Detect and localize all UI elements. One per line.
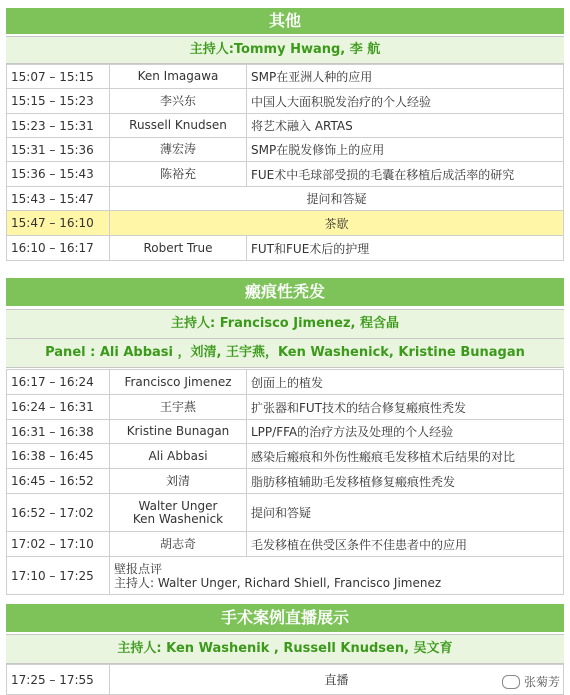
speaker-cell: 王宇燕: [110, 395, 247, 420]
time-cell: 15:47 – 16:10: [7, 211, 110, 236]
section-title-other: 其他: [6, 8, 564, 34]
poster-review-title: 壁报点评: [114, 561, 163, 576]
poster-review-cell: [110, 557, 564, 595]
speaker-cell: 胡志奇: [110, 532, 247, 557]
qa-cell: 提问和答疑: [110, 187, 564, 211]
table-row: [7, 162, 564, 187]
topic-cell: LPP/FFA的治疗方法及处理的个人经验: [247, 420, 564, 444]
time-cell: 16:52 – 17:02: [7, 494, 110, 532]
topic-cell: FUT和FUE术后的护理: [247, 236, 564, 261]
tea-break-cell: 茶歇: [110, 211, 564, 236]
speaker-cell: Ali Abbasi: [110, 444, 247, 469]
speaker-name: Ken Washenick: [132, 511, 224, 526]
time-cell: 15:23 – 15:31: [7, 114, 110, 138]
section-panel-scar-alopecia: Panel : Ali Abbasi ，刘清, 王宇燕，Ken Washenick, Kristine Bunagan: [6, 339, 564, 368]
table-row: [7, 494, 564, 532]
topic-cell: 感染后瘢痕和外伤性瘢痕毛发移植术后结果的对比: [247, 444, 564, 469]
table-row: [7, 665, 564, 695]
wechat-icon: [502, 675, 520, 689]
section-host-live-surgery: 主持人: Ken Washenik , Russell Knudsen, 吴文育: [6, 634, 564, 664]
speaker-cell: 陈裕充: [110, 162, 247, 187]
watermark-text: 张菊芳: [523, 675, 560, 689]
table-row: [7, 420, 564, 444]
topic-cell: SMP在脱发修饰上的应用: [247, 138, 564, 162]
time-cell: 16:31 – 16:38: [7, 420, 110, 444]
time-cell: 15:31 – 15:36: [7, 138, 110, 162]
topic-cell: 中国人大面积脱发治疗的个人经验: [247, 89, 564, 114]
topic-cell: 毛发移植在供受区条件不佳患者中的应用: [247, 532, 564, 557]
speaker-cell: 刘清: [110, 469, 247, 494]
speaker-cell: Ken Imagawa: [110, 65, 247, 89]
speaker-cell: 薄宏涛: [110, 138, 247, 162]
topic-cell: 创面上的植发: [247, 370, 564, 395]
time-cell: 17:10 – 17:25: [7, 557, 110, 595]
speaker-cell: Russell Knudsen: [110, 114, 247, 138]
speaker-cell: Kristine Bunagan: [110, 420, 247, 444]
table-row: [7, 395, 564, 420]
table-row: [7, 89, 564, 114]
topic-cell: FUE术中毛球部受损的毛囊在移植后成活率的研究: [247, 162, 564, 187]
schedule-table-live-surgery: [6, 664, 564, 695]
table-row: [7, 370, 564, 395]
time-cell: 16:38 – 16:45: [7, 444, 110, 469]
section-title-live-surgery: 手术案例直播展示: [6, 604, 564, 632]
live-cell: 直播: [110, 665, 564, 695]
table-row: [7, 187, 564, 211]
topic-cell: 提问和答疑: [247, 494, 564, 532]
table-row: [7, 469, 564, 494]
time-cell: 15:07 – 15:15: [7, 65, 110, 89]
time-cell: 17:25 – 17:55: [7, 665, 110, 695]
speaker-cell: 李兴东: [110, 89, 247, 114]
table-row: [7, 532, 564, 557]
section-host-scar-alopecia: 主持人: Francisco Jimenez, 程含晶: [6, 309, 564, 339]
watermark: [502, 673, 560, 690]
section-title-scar-alopecia: 瘢痕性秃发: [6, 278, 564, 306]
schedule-table-other: [6, 64, 564, 261]
time-cell: 15:43 – 15:47: [7, 187, 110, 211]
table-row: [7, 138, 564, 162]
time-cell: 15:36 – 15:43: [7, 162, 110, 187]
topic-cell: 脂肪移植辅助毛发移植修复瘢痕性秃发: [247, 469, 564, 494]
speaker-cell: Francisco Jimenez: [110, 370, 247, 395]
poster-review-hosts: 主持人: Walter Unger, Richard Shiell, Francisco Jimenez: [114, 575, 442, 590]
schedule-table-scar-alopecia: [6, 369, 564, 595]
section-host-other: 主持人:Tommy Hwang, 李 航: [6, 36, 564, 64]
time-cell: 16:17 – 16:24: [7, 370, 110, 395]
time-cell: 15:15 – 15:23: [7, 89, 110, 114]
time-cell: 17:02 – 17:10: [7, 532, 110, 557]
table-row: [7, 236, 564, 261]
table-row: [7, 557, 564, 595]
topic-cell: SMP在亚洲人种的应用: [247, 65, 564, 89]
speaker-name: Walter Unger: [138, 498, 218, 513]
table-row: [7, 114, 564, 138]
speaker-cell: Robert True: [110, 236, 247, 261]
time-cell: 16:24 – 16:31: [7, 395, 110, 420]
time-cell: 16:45 – 16:52: [7, 469, 110, 494]
topic-cell: 将艺术融入 ARTAS: [247, 114, 564, 138]
table-row: [7, 444, 564, 469]
table-row-break: [7, 211, 564, 236]
table-row: [7, 65, 564, 89]
topic-cell: 扩张器和FUT技术的结合修复瘢痕性秃发: [247, 395, 564, 420]
time-cell: 16:10 – 16:17: [7, 236, 110, 261]
speaker-cell: [110, 494, 247, 532]
